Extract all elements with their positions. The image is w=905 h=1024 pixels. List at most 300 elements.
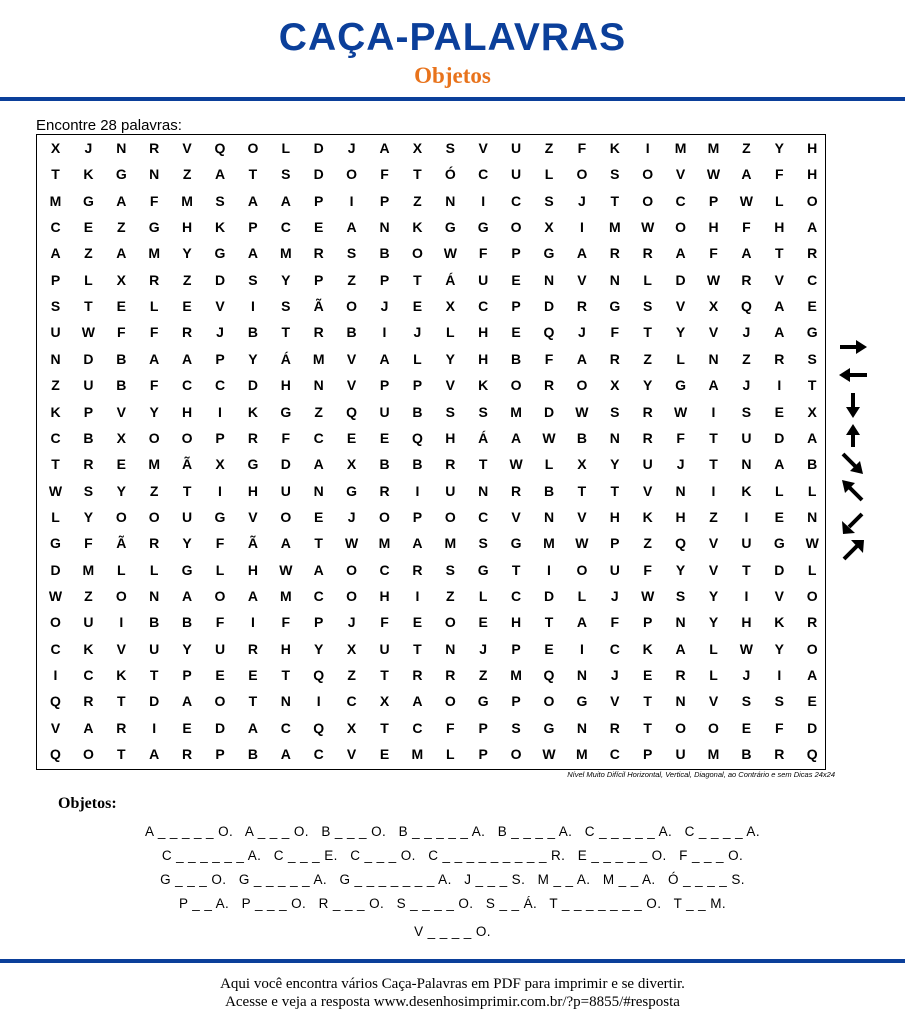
grid-letter[interactable]: G [576, 693, 588, 710]
grid-letter[interactable]: W [279, 561, 293, 578]
grid-letter[interactable]: C [214, 377, 226, 394]
grid-letter[interactable]: P [511, 640, 521, 657]
grid-letter[interactable]: V [774, 271, 784, 288]
grid-letter[interactable]: A [412, 693, 423, 710]
grid-letter[interactable]: Y [149, 403, 159, 420]
grid-letter[interactable]: I [382, 324, 387, 341]
grid-letter[interactable]: L [807, 482, 817, 499]
grid-letter[interactable]: A [247, 719, 258, 736]
grid-letter[interactable]: G [214, 508, 226, 525]
grid-letter[interactable]: R [642, 429, 653, 446]
grid-letter[interactable]: O [346, 561, 358, 578]
grid-letter[interactable]: P [314, 271, 324, 288]
grid-letter[interactable]: Z [742, 140, 751, 156]
grid-letter[interactable]: F [281, 614, 291, 631]
grid-letter[interactable]: V [675, 166, 686, 183]
grid-letter[interactable]: D [675, 271, 686, 288]
grid-letter[interactable]: P [379, 271, 390, 288]
grid-letter[interactable]: I [711, 482, 716, 499]
grid-letter[interactable]: J [413, 324, 422, 341]
grid-letter[interactable]: A [675, 245, 686, 262]
grid-letter[interactable]: Q [411, 429, 423, 446]
grid-letter[interactable]: W [575, 403, 589, 420]
grid-letter[interactable]: Q [346, 403, 358, 420]
grid-letter[interactable]: Y [708, 587, 719, 604]
grid-letter[interactable]: E [544, 640, 554, 657]
grid-letter[interactable]: R [774, 746, 785, 763]
grid-letter[interactable]: A [774, 324, 785, 341]
grid-letter[interactable]: J [347, 614, 356, 631]
grid-letter[interactable]: A [182, 350, 193, 367]
grid-letter[interactable]: E [248, 667, 258, 683]
grid-letter[interactable]: O [576, 561, 588, 578]
grid-letter[interactable]: M [411, 746, 424, 763]
grid-letter[interactable]: M [510, 403, 522, 420]
grid-letter[interactable]: N [708, 350, 719, 367]
grid-letter[interactable]: N [313, 377, 324, 394]
grid-letter[interactable]: C [675, 192, 686, 209]
grid-letter[interactable]: G [675, 377, 687, 394]
grid-letter[interactable]: P [511, 245, 521, 262]
grid-letter[interactable]: F [117, 324, 126, 341]
grid-letter[interactable]: H [478, 350, 489, 367]
grid-letter[interactable]: T [413, 271, 422, 288]
grid-letter[interactable]: S [643, 298, 653, 315]
grid-letter[interactable]: V [675, 298, 686, 315]
grid-letter[interactable]: G [510, 535, 522, 552]
grid-letter[interactable]: V [708, 324, 719, 341]
grid-letter[interactable]: N [379, 219, 390, 236]
grid-letter[interactable]: M [279, 587, 292, 604]
grid-letter[interactable]: T [478, 456, 488, 473]
grid-letter[interactable]: R [445, 456, 456, 473]
grid-letter[interactable]: E [379, 746, 390, 763]
grid-letter[interactable]: R [412, 667, 423, 683]
grid-letter[interactable]: Á [445, 271, 456, 288]
grid-letter[interactable]: A [774, 298, 785, 315]
grid-letter[interactable]: P [215, 746, 225, 763]
grid-letter[interactable]: U [50, 324, 61, 341]
grid-letter[interactable]: T [149, 667, 159, 683]
grid-letter[interactable]: F [610, 324, 620, 341]
grid-letter[interactable]: A [708, 377, 719, 394]
grid-letter[interactable]: A [83, 719, 94, 736]
grid-letter[interactable]: Y [774, 640, 784, 657]
grid-letter[interactable]: A [247, 587, 258, 604]
grid-letter[interactable]: A [379, 350, 390, 367]
grid-letter[interactable]: O [444, 614, 456, 631]
grid-letter[interactable]: N [543, 271, 555, 288]
grid-letter[interactable]: M [148, 245, 161, 262]
grid-letter[interactable]: Z [413, 192, 422, 209]
grid-letter[interactable]: L [807, 561, 817, 578]
grid-letter[interactable]: X [807, 403, 817, 420]
grid-letter[interactable]: W [443, 245, 457, 262]
grid-letter[interactable]: X [346, 719, 357, 736]
grid-letter[interactable]: L [413, 350, 422, 367]
grid-letter[interactable]: T [709, 429, 718, 446]
grid-letter[interactable]: C [511, 587, 522, 604]
grid-letter[interactable]: D [247, 377, 258, 394]
grid-letter[interactable]: E [314, 219, 324, 236]
grid-letter[interactable]: R [445, 667, 456, 683]
grid-letter[interactable]: M [181, 192, 193, 209]
grid-letter[interactable]: D [543, 403, 555, 420]
grid-letter[interactable]: T [511, 561, 521, 578]
grid-letter[interactable]: T [380, 667, 389, 683]
grid-letter[interactable]: G [82, 192, 94, 209]
grid-letter[interactable]: I [218, 482, 222, 499]
grid-letter[interactable]: H [807, 140, 818, 156]
grid-letter[interactable]: O [214, 693, 226, 710]
grid-letter[interactable]: L [84, 271, 93, 288]
grid-letter[interactable]: S [610, 166, 620, 183]
grid-letter[interactable]: W [805, 535, 819, 552]
grid-letter[interactable]: T [643, 719, 652, 736]
grid-letter[interactable]: I [152, 719, 157, 736]
grid-letter[interactable]: T [577, 482, 587, 499]
grid-letter[interactable]: K [83, 166, 94, 183]
grid-letter[interactable]: G [477, 219, 489, 236]
grid-letter[interactable]: L [544, 166, 554, 183]
grid-letter[interactable]: M [378, 535, 391, 552]
grid-letter[interactable]: W [706, 166, 721, 183]
grid-letter[interactable]: T [742, 561, 751, 578]
grid-letter[interactable]: Z [643, 535, 652, 552]
grid-letter[interactable]: A [280, 192, 291, 209]
grid-letter[interactable]: Z [347, 271, 356, 288]
grid-letter[interactable]: A [247, 245, 258, 262]
grid-letter[interactable]: Y [281, 271, 291, 288]
grid-letter[interactable]: W [641, 587, 655, 604]
grid-letter[interactable]: J [347, 508, 356, 525]
grid-letter[interactable]: U [511, 140, 522, 156]
grid-letter[interactable]: S [215, 192, 225, 209]
grid-letter[interactable]: A [511, 429, 522, 446]
grid-letter[interactable]: O [115, 508, 127, 525]
grid-letter[interactable]: O [510, 377, 522, 394]
grid-letter[interactable]: Z [51, 377, 60, 394]
grid-letter[interactable]: B [412, 403, 423, 420]
grid-letter[interactable]: B [149, 614, 160, 631]
grid-letter[interactable]: R [576, 298, 587, 315]
grid-letter[interactable]: V [708, 535, 719, 552]
grid-letter[interactable]: F [215, 614, 225, 631]
grid-letter[interactable]: I [53, 667, 58, 683]
grid-letter[interactable]: A [807, 667, 818, 683]
grid-letter[interactable]: W [344, 535, 359, 552]
grid-letter[interactable]: O [576, 166, 588, 183]
grid-letter[interactable]: R [83, 693, 94, 710]
grid-letter[interactable]: F [380, 614, 389, 631]
grid-letter[interactable]: D [280, 456, 291, 473]
grid-letter[interactable]: Y [675, 561, 686, 578]
grid-letter[interactable]: W [81, 324, 95, 341]
grid-letter[interactable]: U [642, 456, 653, 473]
grid-letter[interactable]: G [181, 561, 193, 578]
grid-letter[interactable]: S [83, 482, 94, 499]
grid-letter[interactable]: Q [675, 535, 687, 552]
grid-letter[interactable]: X [215, 456, 225, 473]
grid-letter[interactable]: O [148, 429, 160, 446]
grid-letter[interactable]: H [445, 429, 456, 446]
grid-letter[interactable]: J [676, 456, 685, 473]
grid-letter[interactable]: E [774, 403, 784, 420]
grid-letter[interactable]: N [313, 482, 324, 499]
grid-letter[interactable]: W [542, 429, 556, 446]
grid-letter[interactable]: B [412, 456, 423, 473]
grid-letter[interactable]: M [49, 192, 62, 209]
grid-letter[interactable]: U [609, 561, 620, 578]
grid-letter[interactable]: P [708, 192, 719, 209]
grid-letter[interactable]: S [346, 245, 357, 262]
grid-letter[interactable]: U [741, 429, 752, 446]
grid-letter[interactable]: C [478, 298, 489, 315]
grid-letter[interactable]: E [511, 324, 521, 341]
grid-letter[interactable]: C [478, 166, 489, 183]
grid-letter[interactable]: R [412, 561, 423, 578]
grid-letter[interactable]: T [182, 482, 192, 499]
grid-letter[interactable]: T [413, 166, 422, 183]
grid-letter[interactable]: A [149, 350, 160, 367]
grid-letter[interactable]: E [215, 667, 225, 683]
grid-letter[interactable]: P [215, 350, 225, 367]
grid-letter[interactable]: I [415, 587, 420, 604]
grid-letter[interactable]: G [148, 219, 160, 236]
grid-letter[interactable]: R [609, 350, 620, 367]
grid-letter[interactable]: R [182, 746, 193, 763]
grid-letter[interactable]: G [609, 298, 621, 315]
grid-letter[interactable]: R [379, 482, 390, 499]
grid-letter[interactable]: G [444, 219, 456, 236]
grid-letter[interactable]: M [608, 219, 621, 236]
grid-letter[interactable]: Z [182, 166, 192, 183]
grid-letter[interactable]: F [709, 245, 718, 262]
grid-letter[interactable]: F [742, 219, 751, 236]
grid-letter[interactable]: U [280, 482, 291, 499]
grid-letter[interactable]: I [316, 693, 321, 710]
grid-letter[interactable]: O [115, 587, 127, 604]
grid-letter[interactable]: A [280, 746, 291, 763]
grid-letter[interactable]: J [216, 324, 224, 341]
grid-letter[interactable]: N [576, 719, 587, 736]
grid-letter[interactable]: F [84, 535, 93, 552]
grid-letter[interactable]: Y [610, 456, 620, 473]
grid-letter[interactable]: F [577, 140, 587, 156]
grid-letter[interactable]: I [777, 377, 782, 394]
grid-letter[interactable]: H [807, 166, 818, 183]
grid-letter[interactable]: P [643, 614, 653, 631]
grid-letter[interactable]: A [576, 245, 587, 262]
grid-letter[interactable]: T [544, 614, 554, 631]
grid-letter[interactable]: A [149, 746, 160, 763]
grid-letter[interactable]: P [50, 271, 61, 288]
grid-letter[interactable]: Z [742, 350, 751, 367]
grid-letter[interactable]: E [741, 719, 752, 736]
grid-letter[interactable]: I [119, 614, 124, 631]
grid-letter[interactable]: S [478, 403, 488, 420]
grid-letter[interactable]: Z [149, 482, 159, 499]
grid-letter[interactable]: G [773, 535, 785, 552]
grid-letter[interactable]: O [50, 614, 61, 631]
grid-letter[interactable]: J [742, 324, 751, 341]
grid-letter[interactable]: L [775, 192, 784, 209]
grid-letter[interactable]: T [610, 482, 620, 499]
grid-letter[interactable]: Y [774, 140, 784, 156]
grid-letter[interactable]: T [281, 667, 291, 683]
grid-letter[interactable]: V [774, 587, 784, 604]
grid-letter[interactable]: T [51, 166, 60, 183]
grid-letter[interactable]: A [807, 219, 818, 236]
grid-letter[interactable]: N [609, 271, 620, 288]
grid-letter[interactable]: L [51, 508, 60, 525]
grid-letter[interactable]: A [116, 192, 127, 209]
grid-letter[interactable]: R [149, 140, 160, 156]
grid-letter[interactable]: L [149, 561, 159, 578]
grid-letter[interactable]: V [50, 719, 61, 736]
grid-letter[interactable]: C [280, 719, 291, 736]
grid-letter[interactable]: N [675, 614, 686, 631]
grid-letter[interactable]: I [711, 403, 716, 420]
grid-letter[interactable]: A [313, 561, 324, 578]
grid-letter[interactable]: H [247, 482, 258, 499]
grid-letter[interactable]: S [478, 535, 488, 552]
grid-letter[interactable]: R [807, 245, 818, 262]
grid-letter[interactable]: T [643, 693, 652, 710]
grid-letter[interactable]: P [478, 719, 488, 736]
grid-letter[interactable]: D [774, 561, 785, 578]
grid-letter[interactable]: N [609, 429, 620, 446]
grid-letter[interactable]: M [82, 561, 95, 578]
grid-letter[interactable]: Z [478, 667, 488, 683]
grid-letter[interactable]: D [807, 719, 818, 736]
grid-letter[interactable]: L [709, 667, 718, 683]
grid-letter[interactable]: B [511, 350, 522, 367]
grid-letter[interactable]: J [610, 667, 619, 683]
grid-letter[interactable]: M [576, 746, 588, 763]
grid-letter[interactable]: Ó [444, 166, 456, 183]
grid-letter[interactable]: T [51, 456, 60, 473]
grid-letter[interactable]: V [708, 561, 719, 578]
grid-letter[interactable]: Z [643, 350, 652, 367]
grid-letter[interactable]: A [182, 587, 193, 604]
grid-letter[interactable]: W [706, 271, 721, 288]
grid-letter[interactable]: M [148, 456, 161, 473]
grid-letter[interactable]: S [741, 693, 752, 710]
grid-letter[interactable]: O [806, 192, 818, 209]
grid-letter[interactable]: V [346, 746, 357, 763]
grid-letter[interactable]: G [247, 456, 259, 473]
grid-letter[interactable]: S [544, 192, 554, 209]
grid-letter[interactable]: J [742, 377, 751, 394]
grid-letter[interactable]: V [610, 693, 620, 710]
grid-letter[interactable]: H [708, 219, 719, 236]
grid-letter[interactable]: R [642, 403, 653, 420]
grid-letter[interactable]: T [807, 377, 817, 394]
grid-letter[interactable]: O [576, 377, 588, 394]
grid-letter[interactable]: R [741, 271, 752, 288]
grid-letter[interactable]: K [642, 508, 653, 525]
grid-letter[interactable]: S [807, 350, 817, 367]
grid-letter[interactable]: J [577, 192, 586, 209]
grid-letter[interactable]: H [182, 219, 193, 236]
grid-letter[interactable]: I [349, 192, 354, 209]
grid-letter[interactable]: O [346, 298, 358, 315]
grid-letter[interactable]: I [250, 614, 255, 631]
grid-letter[interactable]: Q [50, 746, 61, 763]
grid-letter[interactable]: A [214, 166, 226, 183]
grid-letter[interactable]: M [444, 535, 457, 552]
grid-letter[interactable]: I [744, 587, 749, 604]
grid-letter[interactable]: K [774, 614, 785, 631]
grid-letter[interactable]: O [181, 429, 193, 446]
grid-letter[interactable]: G [477, 693, 489, 710]
grid-letter[interactable]: E [346, 429, 357, 446]
grid-letter[interactable]: A [576, 614, 587, 631]
grid-letter[interactable]: N [149, 166, 160, 183]
grid-letter[interactable]: J [84, 140, 93, 156]
grid-letter[interactable]: P [215, 429, 225, 446]
grid-letter[interactable]: B [116, 350, 127, 367]
grid-letter[interactable]: Z [117, 219, 126, 236]
grid-letter[interactable]: R [807, 614, 818, 631]
grid-letter[interactable]: Q [806, 746, 818, 763]
grid-letter[interactable]: R [182, 324, 193, 341]
grid-letter[interactable]: N [741, 456, 752, 473]
grid-letter[interactable]: V [116, 403, 126, 420]
grid-letter[interactable]: W [575, 535, 589, 552]
grid-letter[interactable]: P [182, 667, 192, 683]
grid-letter[interactable]: Á [478, 429, 489, 446]
grid-letter[interactable]: X [577, 456, 587, 473]
grid-letter[interactable]: E [182, 298, 192, 315]
grid-letter[interactable]: L [446, 324, 455, 341]
grid-letter[interactable]: E [116, 456, 126, 473]
grid-letter[interactable]: A [116, 245, 127, 262]
grid-letter[interactable]: S [445, 140, 455, 156]
grid-letter[interactable]: P [83, 403, 94, 420]
grid-letter[interactable]: L [709, 640, 718, 657]
grid-letter[interactable]: V [445, 377, 455, 394]
grid-letter[interactable]: R [609, 719, 620, 736]
grid-letter[interactable]: E [412, 614, 423, 631]
grid-letter[interactable]: N [445, 192, 456, 209]
grid-letter[interactable]: C [50, 640, 61, 657]
grid-letter[interactable]: Y [116, 482, 126, 499]
grid-letter[interactable]: F [775, 719, 784, 736]
grid-letter[interactable]: A [379, 140, 390, 156]
grid-letter[interactable]: M [312, 350, 325, 367]
grid-letter[interactable]: Ã [116, 535, 127, 552]
grid-letter[interactable]: J [479, 640, 488, 657]
grid-letter[interactable]: X [610, 377, 620, 394]
grid-letter[interactable]: C [83, 667, 94, 683]
grid-letter[interactable]: C [478, 508, 489, 525]
grid-letter[interactable]: E [643, 667, 653, 683]
grid-letter[interactable]: Q [543, 667, 555, 683]
grid-letter[interactable]: T [643, 324, 652, 341]
grid-letter[interactable]: G [280, 403, 292, 420]
grid-letter[interactable]: Y [182, 245, 192, 262]
grid-letter[interactable]: I [579, 640, 584, 657]
grid-letter[interactable]: K [247, 403, 258, 420]
grid-letter[interactable]: L [643, 271, 652, 288]
grid-letter[interactable]: P [643, 746, 653, 763]
grid-letter[interactable]: N [675, 693, 686, 710]
grid-letter[interactable]: R [774, 350, 785, 367]
grid-letter[interactable]: A [412, 535, 423, 552]
grid-letter[interactable]: O [247, 140, 259, 156]
